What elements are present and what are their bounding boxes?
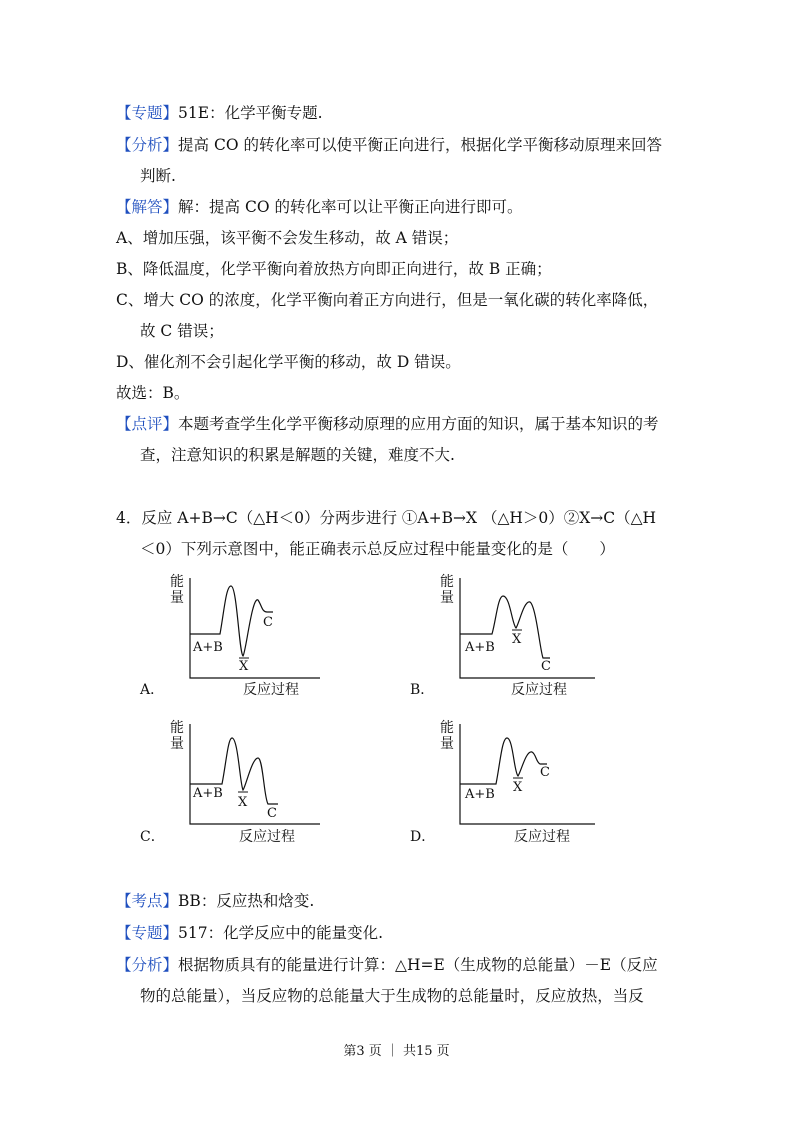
x-axis-label: 反应过程 bbox=[511, 682, 567, 698]
x-axis-label: 反应过程 bbox=[239, 829, 295, 845]
option-label-b: B． bbox=[410, 682, 435, 698]
product-label: C bbox=[540, 765, 550, 780]
answer-tag: 【解答】 bbox=[116, 198, 179, 216]
y-label-2: 量 bbox=[440, 590, 454, 606]
axes bbox=[190, 724, 320, 824]
topic-line: 【专题】51E：化学平衡专题. bbox=[116, 104, 323, 122]
energy-chart-d bbox=[410, 718, 580, 852]
reactant-label: A+B bbox=[193, 640, 223, 655]
option-c-explain: C、增大 CO 的浓度，化学平衡向着正方向进行，但是一氧化碳的转化率降低， bbox=[116, 291, 659, 309]
analysis-line-2: 判断. bbox=[140, 167, 176, 185]
option-label-c: C． bbox=[140, 829, 165, 845]
page-footer: 第3 页 ｜ 共15 页 bbox=[343, 1044, 450, 1059]
axes bbox=[190, 578, 320, 678]
intermediate-label: X bbox=[513, 780, 523, 795]
analysis-tag: 【分析】 bbox=[116, 136, 179, 154]
option-label-a: A． bbox=[140, 682, 165, 698]
option-c-explain-2: 故 C 错误； bbox=[140, 322, 224, 340]
topic-tag: 【专题】 bbox=[116, 104, 179, 122]
point-line: 【考点】BB：反应热和焓变. bbox=[116, 892, 315, 910]
energy-chart-a bbox=[140, 572, 300, 706]
option-a-explain: A、增加压强，该平衡不会发生移动，故 A 错误； bbox=[116, 229, 459, 247]
energy-chart-c bbox=[140, 718, 310, 852]
y-label-2: 量 bbox=[170, 736, 184, 752]
analysis-tag: 【分析】 bbox=[116, 956, 179, 974]
choice-line: 故选：B。 bbox=[116, 384, 190, 402]
reactant-label: A+B bbox=[465, 787, 495, 802]
intermediate-label: X bbox=[512, 632, 522, 647]
product-label: C bbox=[263, 615, 273, 630]
option-label-d: D． bbox=[410, 829, 436, 845]
reactant-label: A+B bbox=[465, 640, 495, 655]
question-4-stem: 4．反应 A+B→C（△H＜0）分两步进行 ①A+B→X （△H＞0）②X→C（△H bbox=[116, 509, 657, 527]
analysis-line-q4-2: 物的总能量），当反应物的总能量大于生成物的总能量时，反应放热，当反 bbox=[140, 987, 644, 1005]
product-label: C bbox=[267, 806, 277, 821]
y-label-2: 量 bbox=[170, 590, 184, 606]
y-label-1: 能 bbox=[440, 720, 454, 736]
question-4-stem-2: ＜0）下列示意图中，能正确表示总反应过程中能量变化的是（ ） bbox=[140, 540, 615, 558]
option-b-explain: B、降低温度，化学平衡向着放热方向即正向进行，故 B 正确； bbox=[116, 260, 552, 278]
intermediate-label: X bbox=[239, 659, 249, 674]
y-label-1: 能 bbox=[440, 574, 454, 590]
axes bbox=[460, 724, 595, 824]
intermediate-label: X bbox=[238, 795, 248, 810]
option-d-explain: D、催化剂不会引起化学平衡的移动，故 D 错误。 bbox=[116, 353, 461, 371]
analysis-line-q4: 【分析】根据物质具有的能量进行计算：△H=E（生成物的总能量）－E（反应 bbox=[116, 956, 658, 974]
axes bbox=[460, 578, 595, 678]
comment-line: 【点评】本题考查学生化学平衡移动原理的应用方面的知识，属于基本知识的考 bbox=[116, 415, 659, 433]
topic-tag: 【专题】 bbox=[116, 924, 179, 942]
energy-chart-b bbox=[410, 572, 580, 706]
y-label-1: 能 bbox=[170, 574, 184, 590]
y-label-2: 量 bbox=[440, 736, 454, 752]
topic-line-q4: 【专题】517：化学反应中的能量变化. bbox=[116, 924, 384, 942]
x-axis-label: 反应过程 bbox=[243, 682, 299, 698]
analysis-line: 【分析】提高 CO 的转化率可以使平衡正向进行，根据化学平衡移动原理来回答 bbox=[116, 136, 662, 154]
comment-line-2: 查，注意知识的积累是解题的关键，难度不大. bbox=[140, 446, 455, 464]
reactant-label: A+B bbox=[193, 786, 223, 801]
comment-tag: 【点评】 bbox=[116, 415, 179, 433]
product-label: C bbox=[541, 659, 551, 674]
energy-curve bbox=[460, 738, 547, 784]
x-axis-label: 反应过程 bbox=[514, 829, 570, 845]
answer-line: 【解答】解：提高 CO 的转化率可以让平衡正向进行即可。 bbox=[116, 198, 523, 216]
y-label-1: 能 bbox=[170, 720, 184, 736]
point-tag: 【考点】 bbox=[116, 892, 179, 910]
